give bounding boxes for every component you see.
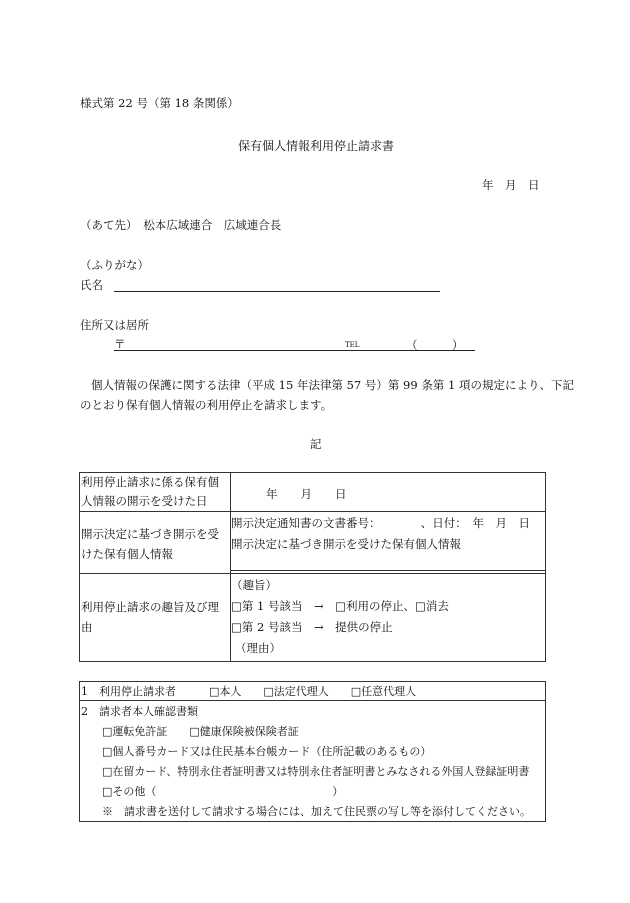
furigana-label: （ふりがな） [80,258,149,272]
postal-mark: 〒 [114,337,126,351]
table2-row-divider [79,700,546,701]
row3-value-line-3: □第 2 号該当 → 提供の停止 [231,620,393,634]
id-documents-line-1: □運転免許証 □健康保険被保険者証 [102,725,299,738]
date-line: 年 月 日 [482,178,540,192]
id-documents-line-4: □その他（ ） [102,785,344,798]
row2-label-line-1: 開示決定に基づき開示を受 [81,527,219,541]
row1-value: 年 月 日 [266,487,347,501]
row3-value-line-1: （趣旨） [231,578,277,592]
addressee: （あて先） 松本広域連合 広域連合長 [80,218,282,232]
id-documents-heading: 2 請求者本人確認書類 [81,705,198,718]
mailing-note: ※ 請求書を送付して請求する場合には、加えて住民票の写し等を添付してください。 [102,805,531,818]
tel-parens: （ ） [406,338,464,352]
row3-value-line-2: □第 1 号該当 → □利用の停止、□消去 [231,599,449,613]
row1-label-line-2: 人情報の開示を受けた日 [81,494,208,508]
table1-row-divider-2b [230,570,546,571]
name-label: 氏名 [80,278,103,292]
row3-label-line-2: 由 [81,620,93,634]
row2-value-line-1: 開示決定通知書の文書番号： 、日付： 年 月 日 [231,516,530,530]
form-number: 様式第 22 号（第 18 条関係） [80,96,239,110]
address-label: 住所又は居所 [80,318,149,332]
row3-value-line-4: （理由） [235,641,281,655]
row2-label-line-2: けた保有個人情報 [81,547,173,561]
address-underline [114,350,475,351]
id-documents-line-3: □在留カード、特別永住者証明書又は特別永住者証明書とみなされる外国人登録証明書 [102,765,530,778]
name-underline [114,291,440,292]
requester-type-row: 1 利用停止請求者 □本人 □法定代理人 □任意代理人 [81,685,417,698]
tel-label: TEL [345,341,360,349]
page-title: 保有個人情報利用停止請求書 [238,139,395,153]
row2-value-line-2: 開示決定に基づき開示を受けた保有個人情報 [231,537,461,551]
ki-heading: 記 [310,437,322,451]
body-line-1: 個人情報の保護に関する法律（平成 15 年法律第 57 号）第 99 条第 1 項の規定により、下記 [91,378,574,392]
row1-label-line-1: 利用停止請求に係る保有個 [81,475,219,489]
table1-row-divider-2 [79,573,546,574]
table1-row-divider-1 [79,511,546,512]
id-documents-line-2: □個人番号カード又は住民基本台帳カード（住所記載のあるもの） [102,745,432,758]
row3-label-line-1: 利用停止請求の趣旨及び理 [81,600,219,614]
body-line-2: のとおり保有個人情報の利用停止を請求します。 [80,398,333,412]
